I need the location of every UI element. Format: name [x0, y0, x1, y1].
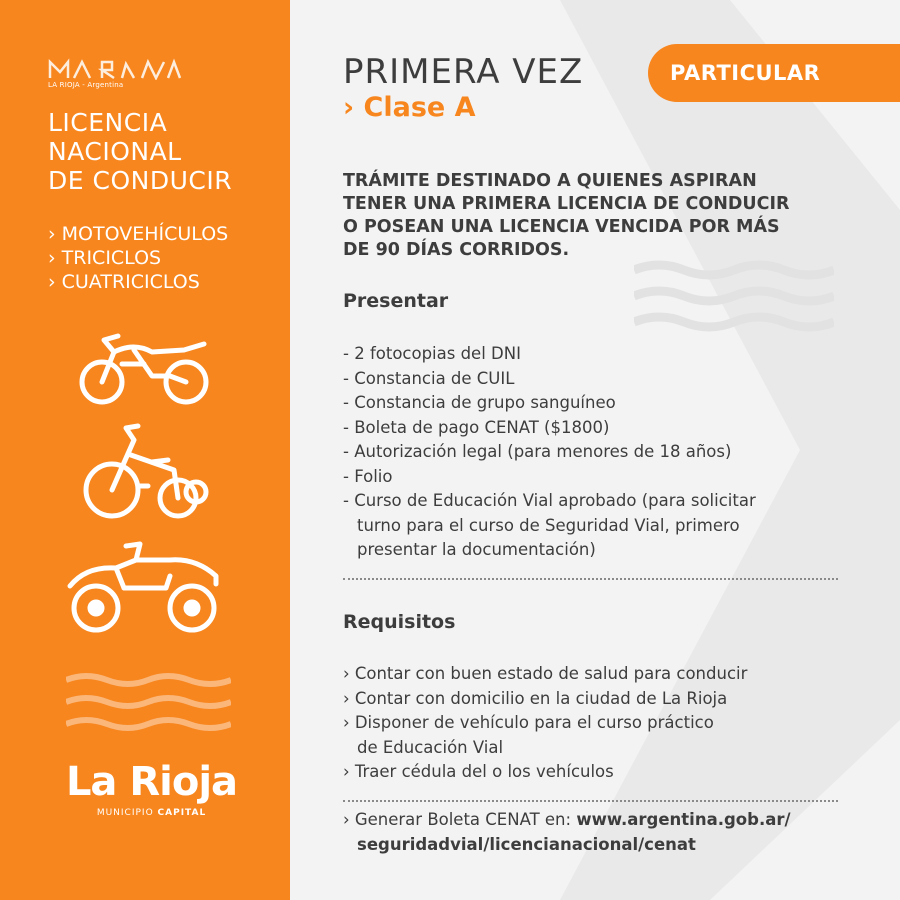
- tricycle-icon: [78, 422, 218, 522]
- page-subtitle: › Clase A: [343, 92, 476, 123]
- list-item: - 2 fotocopias del DNI: [343, 344, 521, 363]
- particular-badge: PARTICULAR: [648, 44, 900, 102]
- list-item: - Constancia de CUIL: [343, 368, 515, 388]
- quad-bike-icon: [66, 538, 222, 638]
- list-item: - Curso de Educación Vial aprobado (para solicitar: [343, 491, 756, 510]
- requisitos-heading: Requisitos: [343, 611, 456, 633]
- intro-line: DE 90 DÍAS CORRIDOS.: [343, 240, 570, 260]
- page-title: PRIMERA VEZ: [343, 52, 584, 92]
- presentar-list: [343, 342, 756, 563]
- intro-line: O POSEAN UNA LICENCIA VENCIDA POR MÁS: [343, 217, 780, 237]
- list-item: - Constancia de grupo sanguíneo: [343, 393, 616, 412]
- list-item: › Traer cédula del o los vehículos: [343, 762, 614, 781]
- vehicle-item: › MOTOVEHÍCULOS: [48, 223, 229, 245]
- cenat-prefix: › Generar Boleta CENAT en:: [343, 810, 577, 829]
- cenat-url-part2[interactable]: seguridadvial/licencianacional/cenat: [357, 834, 696, 854]
- municipio-brand: [64, 760, 239, 818]
- brand-sub-b: CAPITAL: [157, 808, 207, 818]
- intro-line: TRÁMITE DESTINADO A QUIENES ASPIRAN: [343, 171, 757, 191]
- intro-line: TENER UNA PRIMERA LICENCIA DE CONDUCIR: [343, 194, 790, 214]
- dotted-divider: [343, 578, 838, 580]
- vehicle-item: › TRICICLOS: [48, 247, 162, 269]
- list-item: › Disponer de vehículo para el curso práctico: [343, 713, 714, 732]
- cenat-info: [343, 808, 791, 857]
- list-item: › Contar con domicilio en la ciudad de La Rioja: [343, 688, 728, 708]
- requisitos-list: [343, 662, 747, 785]
- brand-sub-a: MUNICIPIO: [96, 808, 154, 818]
- brand-name: La Rioja: [65, 759, 238, 805]
- vehicle-list: [48, 222, 228, 294]
- logo-subtitle: LA RIOJA - Argentina: [48, 81, 124, 89]
- list-item: - Folio: [343, 466, 393, 486]
- license-title-line: DE CONDUCIR: [48, 166, 233, 195]
- vehicle-item: › CUATRICICLOS: [48, 271, 200, 293]
- license-title-line: LICENCIA: [48, 108, 168, 137]
- motorcycle-icon: [74, 330, 214, 410]
- license-title-line: NACIONAL: [48, 137, 182, 166]
- la-rioja-logo-icon: [48, 58, 183, 80]
- left-waves-decoration: [66, 670, 231, 740]
- list-item: › Contar con buen estado de salud para conducir: [343, 664, 748, 683]
- list-item-continuation: turno para el curso de Seguridad Vial, primero: [357, 515, 740, 535]
- list-item-continuation: presentar la documentación): [357, 540, 596, 559]
- dotted-divider: [343, 800, 838, 802]
- background-waves-decoration: [634, 260, 834, 340]
- cenat-url-part1[interactable]: www.argentina.gob.ar/: [576, 810, 791, 829]
- presentar-heading: Presentar: [343, 290, 449, 312]
- brand-subtitle: [64, 808, 239, 818]
- license-title: [48, 108, 232, 195]
- intro-text: [343, 170, 883, 262]
- list-item: - Autorización legal (para menores de 18 años): [343, 442, 732, 461]
- list-item-continuation: de Educación Vial: [357, 737, 504, 757]
- list-item: - Boleta de pago CENAT ($1800): [343, 417, 610, 437]
